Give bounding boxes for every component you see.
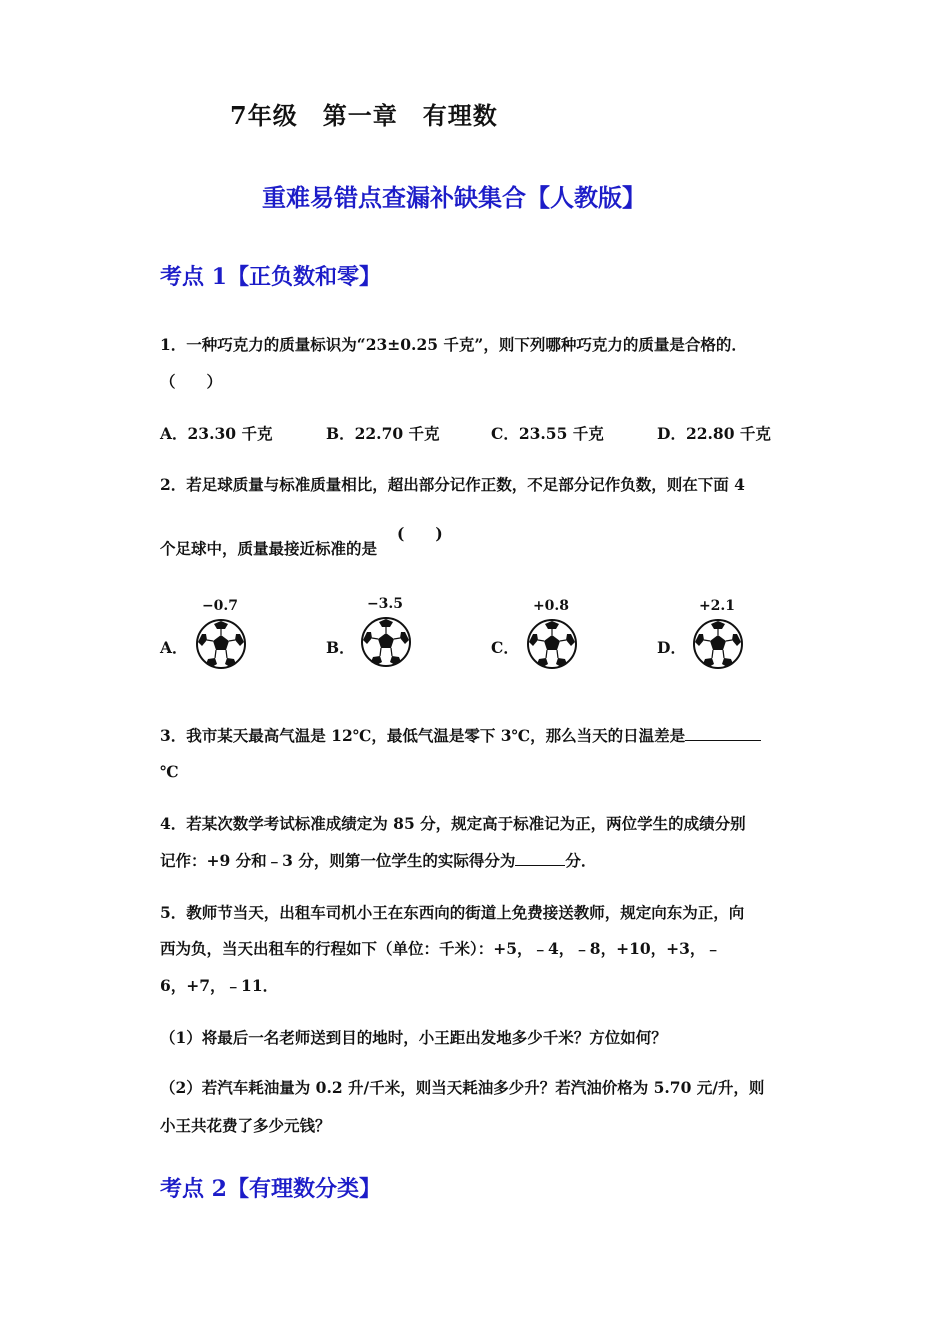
- question-4-text-line2: [160, 849, 596, 871]
- question-3-text: [160, 724, 761, 746]
- question-2-option-c-letter: C．: [491, 638, 519, 657]
- question-5-sub-2-line2: 小王共花费了多少元钱？: [160, 1116, 331, 1135]
- page-title: 7年级 第一章 有理数: [230, 101, 498, 130]
- question-5-sub-2: （2）若汽车耗油量为 0.2 升/千米，则当天耗油多少升？若汽油价格为 5.70 元/升，则: [160, 1078, 765, 1097]
- question-1-option-a: A．23.30 千克: [160, 424, 273, 443]
- section-heading-2: 考点 2【有理数分类】: [160, 1176, 381, 1202]
- question-1-option-c: C．23.55 千克: [491, 424, 604, 443]
- question-3-answer-blank[interactable]: [685, 740, 761, 741]
- question-2-option-b-letter: B．: [326, 638, 355, 657]
- page-subtitle: 重难易错点查漏补缺集合【人教版】: [262, 183, 646, 212]
- ball-value-label: −3.5: [366, 596, 404, 612]
- question-2-text: 2．若足球质量与标准质量相比，超出部分记作正数，不足部分记作负数，则在下面 4: [160, 475, 745, 494]
- question-5-text-line3: 6，+7，﹣11．: [160, 976, 279, 995]
- question-4-answer-blank[interactable]: [515, 865, 565, 866]
- question-2-option-d-letter: D．: [657, 638, 686, 657]
- section-heading-1: 考点 1【正负数和零】: [160, 264, 381, 290]
- soccer-ball-option-b: [355, 596, 415, 676]
- question-1-paren: （ ）: [160, 372, 223, 391]
- question-4-unit: 分．: [565, 851, 597, 870]
- soccer-ball-option-a: [190, 598, 250, 678]
- question-5-text-line2: 西为负，当天出租车的行程如下（单位：千米）：+5，﹣4，﹣8，+10，+3，﹣: [160, 939, 721, 958]
- soccer-ball-icon: [692, 618, 744, 670]
- question-2-option-a-letter: A．: [160, 638, 188, 657]
- soccer-ball-option-c: [521, 598, 581, 678]
- question-1-text: 1．一种巧克力的质量标识为“23±0.25 千克”，则下列哪种巧克力的质量是合格的．: [160, 335, 747, 354]
- question-2-paren: ( ): [397, 524, 443, 543]
- question-3-unit: ℃: [160, 762, 179, 781]
- soccer-ball-icon: [526, 618, 578, 670]
- question-5-sub-1: （1）将最后一名老师送到目的地时，小王距出发地多少千米？方位如何？: [160, 1028, 667, 1047]
- question-2-text-line2: 个足球中，质量最接近标准的是: [160, 539, 378, 558]
- question-1-option-b: B．22.70 千克: [326, 424, 440, 443]
- ball-value-label: +0.8: [532, 598, 570, 614]
- question-5-text: 5．教师节当天，出租车司机小王在东西向的街道上免费接送教师，规定向东为正，向: [160, 903, 745, 922]
- soccer-ball-icon: [360, 616, 412, 668]
- question-4-text: 4．若某次数学考试标准成绩定为 85 分，规定高于标准记为正，两位学生的成绩分别: [160, 814, 746, 833]
- question-1-option-d: D．22.80 千克: [657, 424, 771, 443]
- ball-value-label: −0.7: [201, 598, 239, 614]
- question-4-stem: 记作：+9 分和﹣3 分，则第一位学生的实际得分为: [160, 851, 516, 870]
- question-3-stem: 3．我市某天最高气温是 12℃，最低气温是零下 3℃，那么当天的日温差是: [160, 726, 686, 745]
- ball-value-label: +2.1: [698, 598, 736, 614]
- soccer-ball-icon: [195, 618, 247, 670]
- soccer-ball-option-d: [687, 598, 747, 678]
